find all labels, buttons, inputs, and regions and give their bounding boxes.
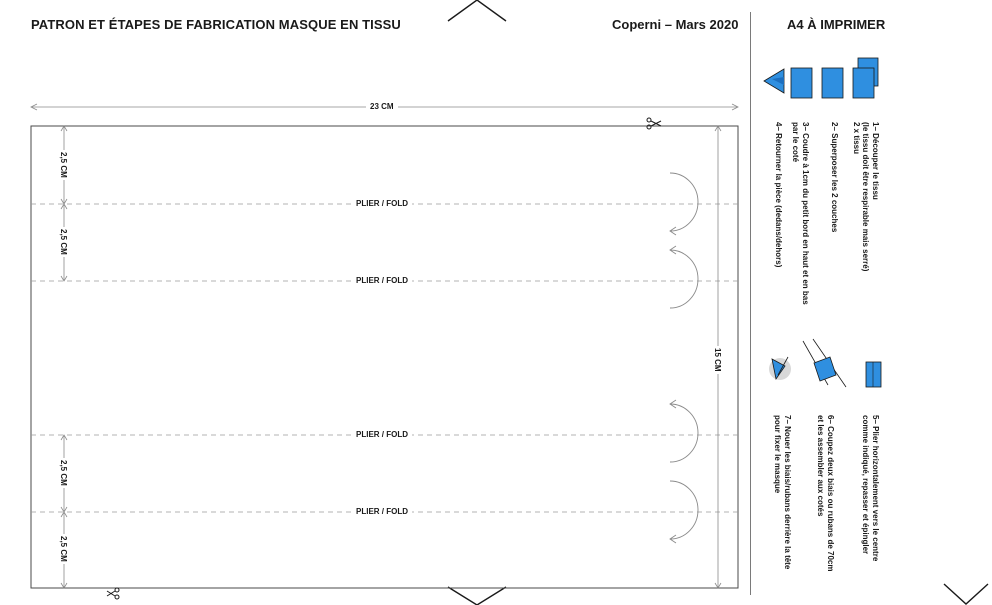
brand-date: Coperni – Mars 2020: [612, 17, 739, 32]
document-title: PATRON ET ÉTAPES DE FABRICATION MASQUE EN TISSU: [31, 17, 401, 32]
step-3-text: 3– Coudre à 1cm du petit bord en haut et en bas par le coté: [791, 122, 810, 305]
margin-label: 2,5 CM: [59, 460, 68, 486]
print-label: A4 À IMPRIMER: [787, 17, 886, 32]
height-dimension-label: 15 CM: [713, 348, 722, 372]
width-dimension-label: 23 CM: [366, 102, 398, 111]
steps-1-4-illustrations: [758, 55, 888, 105]
margin-label: 2,5 CM: [59, 536, 68, 562]
step-7-text: 7– Nouer les biais/rubans derrière la tête pour fixer le masque: [773, 415, 792, 570]
steps-5-7-illustrations: [758, 335, 888, 393]
step-1-text: 1– Découper le tissu (le tissu doit être respirable mais serré) 2 x tissu: [852, 122, 880, 272]
step-2-text: 2– Superposer les 2 couches: [830, 122, 839, 233]
column-divider: [750, 12, 751, 595]
fold-label: PLIER / FOLD: [352, 430, 412, 439]
fabric-piece-icon: [853, 68, 874, 98]
step-6-text: 6– Coupez deux biais ou rubans de 70cm et les assembler aux cotés: [816, 415, 835, 572]
margin-label: 2,5 CM: [59, 152, 68, 178]
stacked-layers-icon: [822, 68, 843, 98]
fold-label: PLIER / FOLD: [352, 199, 412, 208]
fold-label: PLIER / FOLD: [352, 276, 412, 285]
sewn-piece-icon: [791, 68, 812, 98]
fold-label: PLIER / FOLD: [352, 507, 412, 516]
step-5-text: 5– Plier horizontalement vers le centre comme indiqué, repasser et épingler: [861, 415, 880, 562]
folded-piece-icon: [866, 362, 881, 387]
chevron-down-icon[interactable]: [942, 582, 990, 605]
step-4-text: 4– Retourner la pièce (dedans/dehors): [774, 122, 783, 268]
margin-label: 2,5 CM: [59, 229, 68, 255]
